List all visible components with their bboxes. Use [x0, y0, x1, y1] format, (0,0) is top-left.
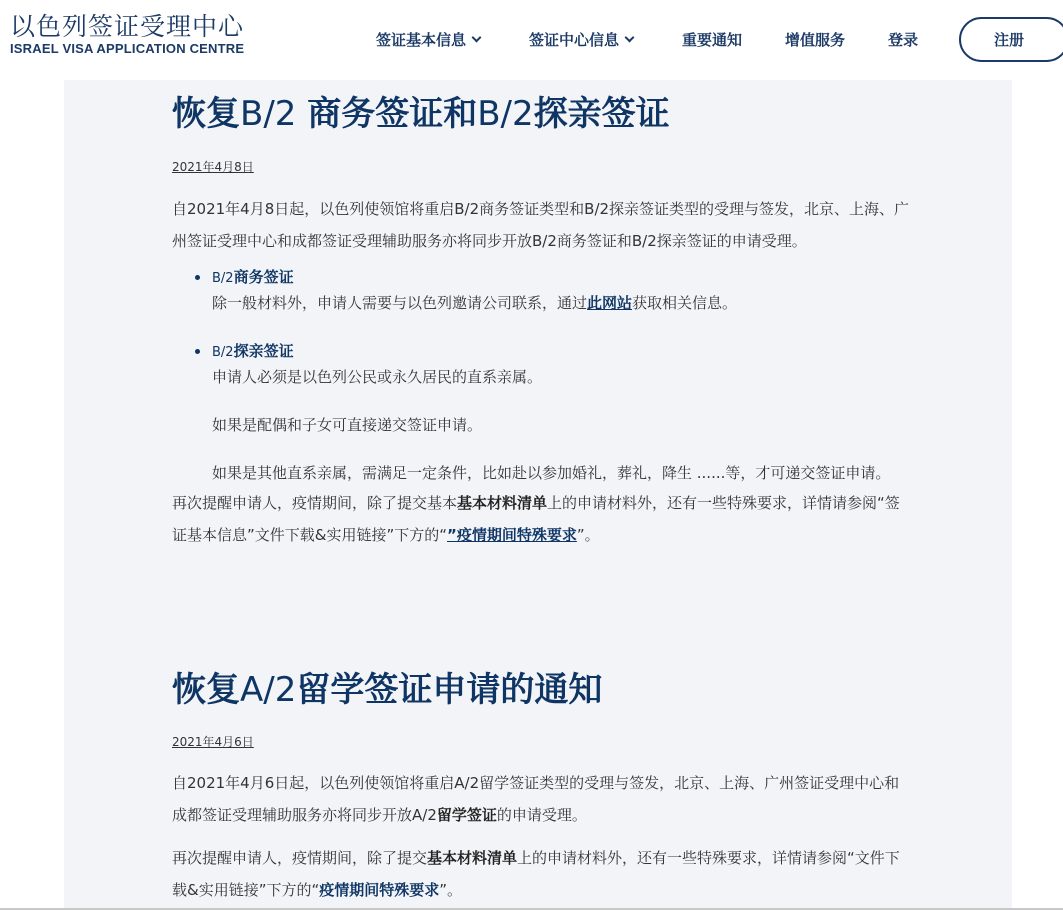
visa-type-list — [192, 265, 912, 485]
list-item — [192, 265, 912, 315]
nav-login-label: 登录 — [888, 31, 919, 49]
bullet-text: 如果是其他直系亲属，需满足一定条件，比如赴以参加婚礼，葬礼，降生 ......等，才可递交签证申请。 — [212, 464, 891, 482]
reminder-text: 上的申请材料外，还有一些特殊要求，详情请参阅“文件下载&实用链接”下方的“ — [172, 849, 900, 899]
article-title — [172, 92, 912, 136]
reminder-text: 再次提醒申请人，疫情期间，除了提交基本 — [172, 494, 458, 512]
article-b2-visa — [172, 92, 912, 551]
nav-visa-basic-info[interactable] — [376, 28, 480, 52]
intro-text: 的申请受理。 — [496, 806, 587, 824]
title-part: 恢复 — [172, 670, 240, 710]
special-requirements-link[interactable]: ”疫情期间特殊要求 — [447, 526, 577, 544]
article-intro: 自2021年4月8日起，以色列使领馆将重启B/2商务签证类型和B/2探亲签证类型的受理与签发，北京、上海、广州签证受理中心和成都签证受理辅助服务亦将同步开放B/2商务签证和B/2探亲签证的申请受理。 — [172, 200, 910, 250]
title-part: B/2 — [477, 94, 534, 134]
reminder-text: 上的申请材料外，还有一些特殊要求，详情请参阅“签证基本信息”文件下载&实用链接”下方的“ — [172, 494, 900, 544]
reminder-text: 再次提醒申请人，疫情期间，除了提交 — [172, 849, 428, 867]
site-logo[interactable] — [10, 12, 244, 56]
article-date: 2021年4月8日 — [172, 160, 254, 174]
intro-text: 自2021年4月6日起，以色列使领馆将重启A/2留学签证类型的受理与签发，北京、上海、广州签证受理中心和成都签证受理辅助服务亦将同步开放A/2 — [172, 774, 900, 824]
list-item — [192, 339, 912, 485]
reminder-text: ”。 — [439, 881, 463, 899]
bullet-title — [212, 339, 912, 365]
title-part: 恢复 — [172, 94, 240, 134]
nav-visa-basic-info-label: 签证基本信息 — [376, 31, 467, 49]
study-visa-text: 留学签证 — [436, 806, 497, 824]
basic-materials-list-text: 基本材料清单 — [457, 494, 548, 512]
logo-chinese-text: 以色列签证受理中心 — [10, 12, 245, 41]
nav-visa-centre-info-label: 签证中心信息 — [529, 31, 620, 49]
article-date: 2021年4月6日 — [172, 735, 254, 749]
article-reminder — [172, 487, 912, 551]
title-part: 探亲签证 — [533, 94, 670, 134]
article-a2-visa — [172, 668, 912, 906]
bullet-title — [212, 265, 912, 291]
nav-login[interactable] — [888, 28, 918, 52]
site-header — [0, 0, 1063, 80]
nav-value-added-services-label: 增值服务 — [785, 31, 846, 49]
nav-important-notices-label: 重要通知 — [682, 31, 743, 49]
title-part: 商务签证和 — [307, 94, 478, 134]
article-reminder — [172, 842, 912, 906]
bullet-title-text: 商务签证 — [233, 268, 294, 286]
title-part: A/2 — [240, 670, 297, 710]
bullet-text-part: 获取相关信息。 — [632, 294, 738, 312]
bullet-text — [212, 291, 912, 315]
register-button[interactable]: 注册 — [959, 17, 1063, 62]
chevron-down-icon — [472, 33, 482, 43]
bullet-prefix: B/2 — [212, 271, 234, 286]
nav-value-added-services[interactable] — [785, 28, 845, 52]
logo-english-text: ISRAEL VISA APPLICATION CENTRE — [10, 41, 245, 56]
bullet-prefix: B/2 — [212, 345, 234, 360]
chevron-down-icon — [625, 33, 635, 43]
nav-important-notices[interactable] — [682, 28, 742, 52]
spacer — [212, 389, 912, 413]
bullet-title-text: 探亲签证 — [233, 342, 294, 360]
this-website-link[interactable]: 此网站 — [587, 294, 633, 312]
nav-visa-centre-info[interactable] — [529, 28, 633, 52]
bullet-text: 如果是配偶和子女可直接递交签证申请。 — [212, 416, 483, 434]
basic-materials-list-text: 基本材料清单 — [427, 849, 518, 867]
article-intro — [172, 767, 912, 831]
spacer — [212, 437, 912, 461]
title-part: 留学签证申请的通知 — [296, 670, 603, 710]
article-title — [172, 668, 912, 712]
bullet-text-part: 除一般材料外，申请人需要与以色列邀请公司联系，通过 — [212, 294, 588, 312]
special-requirements-link[interactable]: 疫情期间特殊要求 — [319, 881, 440, 899]
title-part: B/2 — [240, 94, 308, 134]
reminder-text: ”。 — [576, 526, 600, 544]
bullet-text: 申请人必须是以色列公民或永久居民的直系亲属。 — [212, 368, 543, 386]
